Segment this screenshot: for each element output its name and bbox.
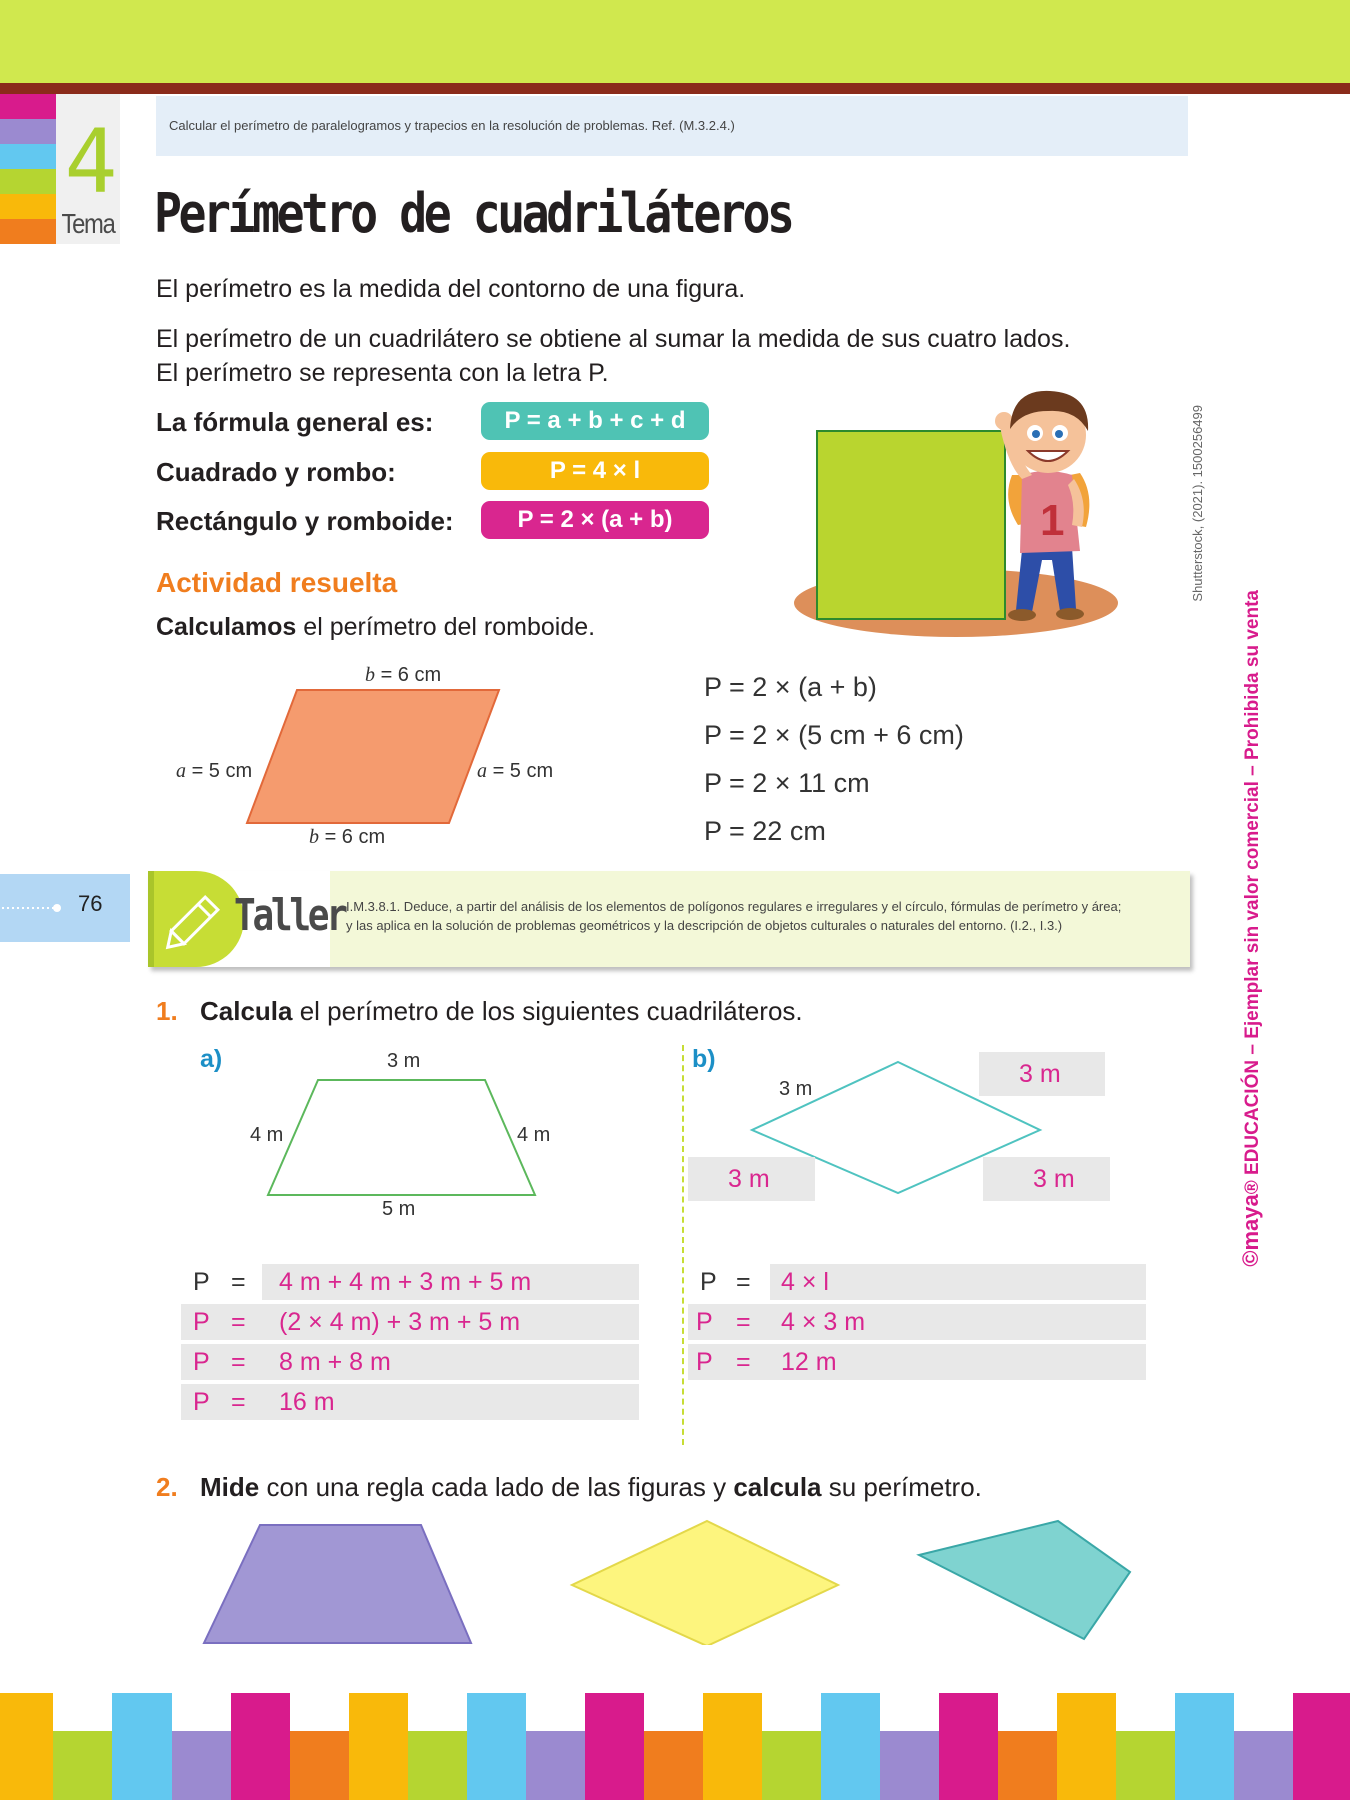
answer-row-eq: = — [736, 1308, 751, 1336]
answer-row-eq: = — [231, 1268, 246, 1296]
dim-var: a — [176, 760, 186, 782]
boy-rectangle-illustration — [790, 375, 1130, 645]
answer-row-value[interactable]: 12 m — [781, 1348, 837, 1376]
q1-b-label: b) — [692, 1045, 716, 1073]
activity-intro-rest: el perímetro del romboide. — [296, 613, 596, 641]
answer-row-p: P — [193, 1388, 210, 1416]
image-credit: Shutterstock, (2021). 1500256499 — [1190, 405, 1205, 602]
maya-logo: ©maya — [1238, 1194, 1263, 1267]
color-stripe — [0, 144, 56, 169]
trapezoid-dim-left: 4 m — [250, 1124, 284, 1146]
question-2-text — [200, 1472, 982, 1503]
answer-row-value[interactable]: 4 × l — [781, 1268, 829, 1296]
romboide-dim-bottom — [309, 826, 385, 849]
answer-row-eq: = — [231, 1308, 246, 1336]
trapezoid-dim-bottom: 5 m — [382, 1198, 416, 1220]
question-1-rest: el perímetro de los siguientes cuadriláteros. — [292, 996, 803, 1026]
rhombus-answer-top-right[interactable]: 3 m — [979, 1052, 1105, 1096]
answer-row-p: P — [193, 1348, 210, 1376]
answer-row-eq: = — [231, 1388, 246, 1416]
intro-line-3: El perímetro se representa con la letra P. — [156, 359, 609, 387]
answer-row-p: P — [193, 1268, 210, 1296]
tema-number: 4 — [64, 110, 112, 213]
answer-row-eq: = — [231, 1348, 246, 1376]
question-1-bold: Calcula — [200, 996, 293, 1026]
top-banner — [0, 0, 1350, 83]
column-divider — [682, 1045, 684, 1445]
dim-value: = 6 cm — [324, 826, 386, 848]
trapezoid-figure — [262, 1073, 542, 1199]
pencil-icon — [148, 871, 244, 967]
trapezoid-dim-top: 3 m — [387, 1050, 421, 1072]
trapezoid-dim-right: 4 m — [517, 1124, 551, 1146]
page-number: 76 — [78, 891, 103, 916]
answer-row-value[interactable]: 4 × 3 m — [781, 1308, 866, 1336]
calc-step: P = 22 cm — [704, 816, 826, 846]
bottom-decoration — [0, 1693, 1350, 1800]
answer-row-p: P — [696, 1308, 713, 1336]
dim-var: a — [477, 760, 487, 782]
dim-value: = 5 cm — [191, 760, 253, 782]
formula-pill-rectangle: P = 2 × (a + b) — [481, 501, 709, 539]
answer-row — [688, 1344, 1146, 1380]
romboide-dim-left — [176, 760, 252, 783]
color-stripe — [0, 194, 56, 219]
formula-label-square: Cuadrado y rombo: — [156, 457, 396, 487]
answer-row — [181, 1304, 639, 1340]
dotted-line-icon — [0, 874, 70, 942]
romboide-dim-right — [477, 760, 553, 783]
intro-line-1: El perímetro es la medida del contorno de una figura. — [156, 275, 746, 303]
question-2-number: 2. — [156, 1472, 178, 1502]
question-1-number: 1. — [156, 996, 178, 1026]
answer-row-value[interactable]: (2 × 4 m) + 3 m + 5 m — [279, 1308, 521, 1336]
color-stripe — [0, 119, 56, 144]
answer-row-eq: = — [736, 1268, 751, 1296]
shape-trapezoid — [204, 1525, 471, 1643]
answer-row — [181, 1264, 639, 1300]
intro-line-2: El perímetro de un cuadrilátero se obtiene al sumar la medida de sus cuatro lados. — [156, 325, 1071, 353]
color-stripe — [0, 169, 56, 194]
taller-indicator — [346, 897, 1186, 935]
page-number-tab — [0, 874, 130, 942]
copyright-text: ® EDUCACIÓN – Ejemplar sin valor comercial – Prohibida su venta — [1242, 590, 1263, 1195]
answer-row-p: P — [700, 1268, 717, 1296]
color-stripe — [0, 219, 56, 244]
color-stripe — [0, 94, 56, 119]
answer-row — [688, 1264, 1146, 1300]
svg-text:1: 1 — [1040, 496, 1065, 545]
tema-label: Tema — [61, 208, 115, 239]
dim-var: b — [365, 664, 375, 686]
answer-row — [181, 1384, 639, 1420]
taller-indicator-line: I.M.3.8.1. Deduce, a partir del análisis de los elementos de polígonos regulares e irregulares y el círculo, fórmulas de perímetro y área; — [346, 899, 1122, 914]
answer-row-eq: = — [736, 1348, 751, 1376]
shape-rhombus — [572, 1521, 838, 1645]
answer-row-p: P — [193, 1308, 210, 1336]
q1-a-label: a) — [200, 1045, 223, 1073]
answer-row-value[interactable]: 4 m + 4 m + 3 m + 5 m — [279, 1268, 532, 1296]
formula-pill-general: P = a + b + c + d — [481, 402, 709, 440]
taller-badge — [148, 871, 244, 967]
answer-row-p: P — [696, 1348, 713, 1376]
question-2-bold: Mide — [200, 1472, 260, 1502]
dim-value: = 5 cm — [492, 760, 554, 782]
formula-label-general: La fórmula general es: — [156, 407, 434, 437]
top-banner-line — [0, 83, 1350, 94]
question-2-end: su perímetro. — [821, 1472, 982, 1502]
measure-shapes — [195, 1515, 1195, 1645]
formula-pill-square: P = 4 × l — [481, 452, 709, 490]
shape-quadrilateral — [919, 1521, 1130, 1639]
calc-step: P = 2 × 11 cm — [704, 768, 870, 798]
learning-objective: Calcular el perímetro de paralelogramos y trapecios en la resolución de problemas. Ref. (M.3.2.4.) — [156, 96, 1188, 156]
answer-row-value[interactable]: 16 m — [279, 1388, 335, 1416]
question-1-text — [200, 996, 803, 1027]
taller-title: Taller — [234, 890, 345, 941]
question-2-bold: calcula — [733, 1472, 822, 1502]
activity-intro-bold: Calculamos — [156, 613, 297, 641]
answer-row-value[interactable]: 8 m + 8 m — [279, 1348, 391, 1376]
answer-row — [181, 1344, 639, 1380]
rhombus-answer-bottom-left[interactable]: 3 m — [688, 1157, 815, 1201]
dim-value: = 6 cm — [380, 664, 442, 686]
copyright-notice — [1238, 590, 1268, 1267]
romboide-dim-top — [365, 664, 441, 687]
calc-step: P = 2 × (a + b) — [704, 672, 877, 702]
activity-intro — [156, 613, 595, 642]
taller-indicator-line: y las aplica en la solución de problemas geométricos y la descripción de objetos culturales o naturales del entorno. (I.2., I.3.) — [346, 918, 1063, 933]
rhombus-answer-bottom-right[interactable]: 3 m — [983, 1157, 1110, 1201]
formula-label-rectangle: Rectángulo y romboide: — [156, 506, 454, 536]
answer-row — [688, 1304, 1146, 1340]
question-2-mid: con una regla cada lado de las figuras y — [259, 1472, 734, 1502]
page-title: Perímetro de cuadriláteros — [154, 182, 792, 245]
activity-title: Actividad resuelta — [156, 567, 398, 598]
romboide-figure — [240, 680, 510, 830]
rhombus-dim-given: 3 m — [779, 1078, 813, 1100]
dim-var: b — [309, 826, 319, 848]
calc-step: P = 2 × (5 cm + 6 cm) — [704, 720, 964, 750]
